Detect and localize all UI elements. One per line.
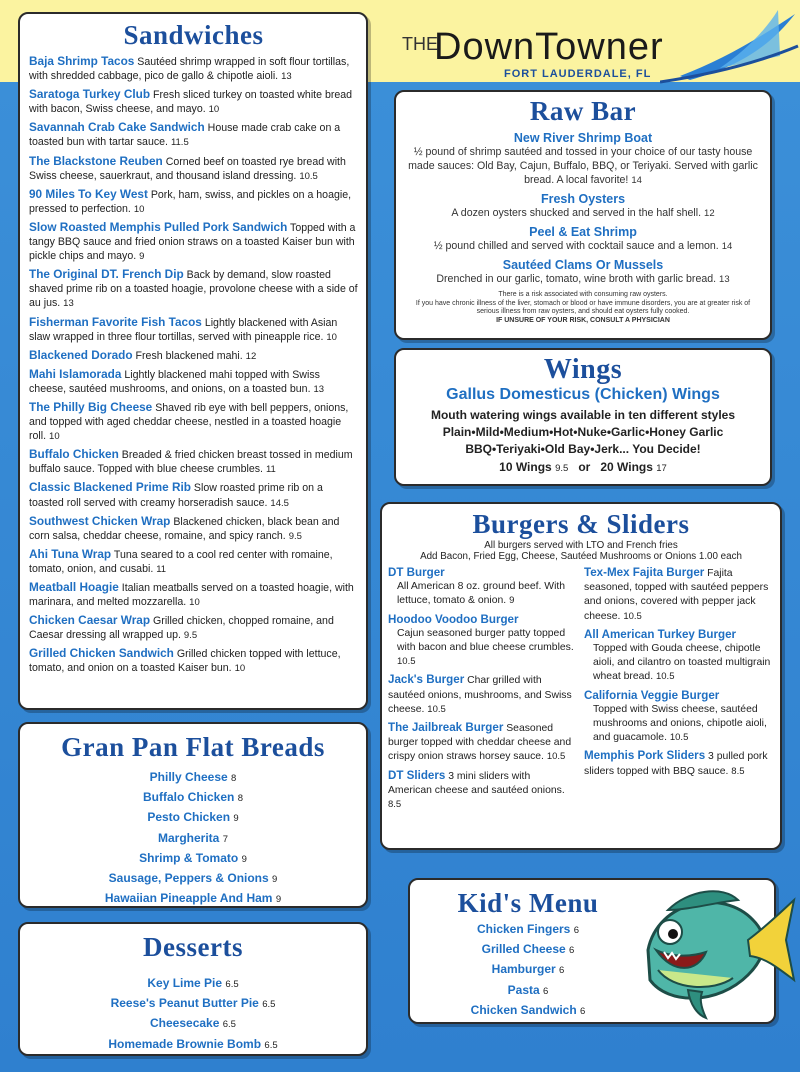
sandwich-item — [29, 367, 358, 397]
burger-desc-text: Fajita seasoned, topped with sautéed peppers and onions, covered with pepper jack cheese. — [584, 568, 769, 622]
dessert-price: 6.5 — [264, 1039, 278, 1051]
sandwiches-title: Sandwiches — [123, 20, 264, 50]
raw-item-name: New River Shrimp Boat — [513, 131, 653, 145]
raw-item-price: 14 — [721, 241, 733, 252]
dessert-name: Reese's Peanut Butter Pie — [110, 996, 259, 1011]
wings-panel — [394, 348, 772, 486]
raw-bar-panel — [394, 90, 772, 340]
sandwich-name: The Blackstone Reuben — [29, 153, 163, 168]
sandwich-price: 13 — [313, 383, 325, 395]
burger-desc-text: 3 mini sliders with American cheese and sautéed onions. — [388, 770, 565, 796]
burger-item — [388, 566, 576, 609]
flatbread-item — [28, 768, 358, 788]
kids-name: Grilled Cheese — [481, 942, 566, 957]
burger-desc — [388, 627, 576, 670]
sandwich-name: 90 Miles To Key West — [29, 186, 148, 201]
sandwich-price: 9 — [139, 251, 145, 263]
wings-styles-line2: BBQ•Teriyaki•Old Bay•Jerk... You Decide! — [465, 442, 701, 456]
kids-name: Hamburger — [491, 962, 556, 977]
sandwich-item — [29, 87, 358, 117]
logo-name: DownTowner — [434, 26, 664, 68]
kids-name: Chicken Fingers — [477, 922, 571, 936]
sandwich-item — [29, 120, 358, 150]
kids-item — [418, 960, 638, 980]
raw-warning-line1: There is a risk associated with consuming raw oysters. — [498, 291, 668, 298]
raw-item-text: ½ pound chilled and served with cocktail sauce and a lemon. — [433, 240, 719, 252]
sandwich-item — [29, 154, 358, 184]
dessert-price: 6.5 — [222, 1019, 236, 1031]
sandwich-price: 13 — [281, 71, 292, 83]
sandwich-desc: Blackened chicken, black bean and corn salsa, cheddar cheese, romaine, and spicy ranch. — [29, 515, 340, 542]
sandwich-price: 13 — [63, 298, 74, 310]
burger-item — [388, 769, 576, 813]
flatbread-price: 9 — [233, 813, 239, 825]
raw-item-text: Drenched in our garlic, tomato, wine broth with garlic bread. — [436, 273, 717, 285]
kids-price: 6 — [543, 985, 549, 997]
flatbread-item — [28, 869, 358, 889]
raw-bar-list — [406, 131, 760, 287]
flatbread-item — [28, 889, 358, 909]
sandwich-desc: Slow roasted prime rib on a toasted roll served with creamy horseradish sauce. — [29, 482, 323, 509]
logo-city: FORT LAUDERDALE, FL — [504, 68, 652, 80]
wings-subtitle: Gallus Domesticus (Chicken) Wings — [446, 386, 720, 403]
sandwich-price: 9.5 — [183, 630, 198, 642]
sandwich-name: The Philly Big Cheese — [29, 399, 153, 414]
flatbread-price: 9 — [275, 894, 282, 906]
sandwiches-panel — [18, 12, 368, 710]
sandwich-price: 9.5 — [288, 530, 302, 542]
burgers-panel — [380, 502, 782, 850]
flatbread-item — [28, 849, 358, 869]
sandwich-desc: House made crab cake on a toasted bun with tartar sauce. — [29, 122, 341, 149]
sandwich-desc: Breaded & fried chicken breast tossed in medium buffalo sauce. Topped with blue cheese crumbles. — [29, 449, 353, 476]
flatbread-name: Philly Cheese — [149, 770, 228, 784]
raw-item-desc — [406, 239, 760, 254]
dessert-name: Key Lime Pie — [147, 976, 223, 990]
burger-price: 8.5 — [388, 799, 402, 811]
burger-item — [584, 689, 774, 746]
raw-warning — [406, 291, 760, 325]
sandwich-name: Grilled Chicken Sandwich — [29, 646, 174, 661]
flatbread-price: 8 — [237, 793, 243, 805]
raw-item-name: Fresh Oysters — [540, 192, 626, 206]
sandwich-desc: Corned beef on toasted rye bread with Swiss cheese, sauerkraut, and thousand island dressing. — [29, 155, 346, 182]
wings-ten-price: 9.5 — [555, 463, 569, 474]
kids-name: Chicken Sandwich — [470, 1002, 577, 1017]
logo-the: THE — [402, 34, 438, 54]
flatbread-name: Pesto Chicken — [147, 810, 231, 825]
sandwich-name: Blackened Dorado — [29, 347, 133, 362]
raw-item-price: 13 — [719, 274, 730, 285]
kids-title: Kid's Menu — [457, 888, 599, 918]
flatbread-price: 7 — [222, 833, 228, 845]
wings-title: Wings — [543, 354, 623, 385]
burger-price: 10.5 — [655, 671, 675, 683]
burger-desc — [584, 642, 774, 685]
sandwich-price: 10 — [49, 431, 60, 443]
kids-item — [418, 1001, 638, 1021]
burger-price: 10.5 — [669, 732, 689, 744]
sandwich-price: 10 — [326, 331, 337, 343]
burger-item — [388, 613, 576, 670]
sandwich-item — [29, 267, 358, 311]
kids-price: 6 — [573, 925, 579, 936]
burger-desc-text: Topped with Gouda cheese, chipotle aioli, and cilantro on toasted multigrain wheat bread. — [593, 643, 771, 683]
flatbread-name: Margherita — [158, 830, 220, 845]
dessert-name: Cheesecake — [150, 1016, 220, 1031]
kids-item — [418, 981, 638, 1001]
sandwich-item — [29, 315, 358, 345]
sandwich-item — [29, 646, 358, 676]
dessert-item — [28, 994, 358, 1014]
wings-twenty-price: 17 — [656, 463, 667, 474]
flatbread-item — [28, 829, 358, 849]
burger-desc-text: Cajun seasoned burger patty topped with bacon and blue cheese crumbles. — [397, 627, 574, 654]
burger-name: Hoodoo Voodoo Burger — [388, 612, 519, 626]
sandwich-desc: Italian meatballs served on a toasted hoagie, with marinara, and melted mozzarella. — [29, 582, 354, 609]
kids-price: 6 — [559, 965, 565, 977]
sandwich-name: Slow Roasted Memphis Pulled Pork Sandwich — [29, 219, 288, 234]
sandwich-desc: Topped with a tangy BBQ sauce and fried onion straws on a toasted Kaiser bun with pickle chips and mayo. — [29, 221, 356, 263]
kids-item — [418, 920, 638, 940]
burger-price: 10.5 — [546, 751, 566, 763]
burger-name: DT Sliders — [388, 768, 446, 782]
sailboat-swoosh-icon — [660, 6, 800, 84]
sandwich-desc: Fresh sliced turkey on toasted white bread with bacon, Swiss cheese, and mayo. — [29, 89, 353, 116]
burgers-note1: All burgers served with LTO and French fries — [484, 540, 678, 551]
kids-name: Pasta — [507, 982, 540, 997]
sandwich-item — [29, 54, 358, 84]
raw-bar-title: Raw Bar — [529, 96, 637, 126]
flatbreads-list — [28, 768, 358, 909]
sandwich-price: 11.5 — [170, 137, 189, 149]
sandwich-item — [29, 580, 358, 610]
sandwich-price: 10 — [208, 104, 220, 116]
burger-name: California Veggie Burger — [584, 688, 720, 702]
sandwich-price: 11 — [156, 563, 167, 575]
burger-price: 8.5 — [731, 765, 745, 777]
sandwich-price: 14.5 — [270, 497, 289, 509]
raw-item-desc — [406, 206, 760, 221]
sandwich-price: 10 — [234, 663, 246, 675]
kids-list — [418, 920, 638, 1021]
sandwich-desc: Grilled chicken topped with lettuce, tomato, and onion on a toasted Kaiser bun. — [29, 648, 341, 675]
sandwich-price: 10 — [189, 597, 200, 609]
flatbread-price: 9 — [272, 874, 278, 886]
sandwich-price: 11 — [265, 464, 276, 476]
raw-item-desc — [406, 272, 760, 287]
desserts-title: Desserts — [143, 932, 243, 962]
sandwich-item — [29, 348, 358, 364]
burger-item — [388, 721, 576, 765]
sandwich-desc: Grilled chicken, chopped romaine, and Caesar dressing all wrapped up. — [29, 615, 334, 642]
wings-or: or — [578, 460, 591, 474]
burger-desc-text: Char grilled with sautéed onions, mushrooms, and Swiss cheese. — [388, 675, 572, 715]
sandwich-name: Southwest Chicken Wrap — [29, 513, 171, 528]
sandwich-name: Classic Blackened Prime Rib — [29, 480, 191, 495]
flatbread-price: 9 — [241, 853, 247, 865]
burger-desc — [388, 580, 576, 608]
sandwich-item — [29, 547, 358, 577]
desserts-panel — [18, 922, 368, 1056]
sandwich-item — [29, 613, 358, 643]
burgers-columns — [388, 566, 774, 816]
sandwich-desc: Shaved rib eye with bell peppers, onions, and topped with aged cheddar cheese, nestled in a toasted hoagie roll. — [29, 401, 349, 443]
sandwich-item — [29, 220, 358, 264]
sandwich-name: Buffalo Chicken — [29, 447, 119, 462]
dessert-price: 6.5 — [262, 999, 276, 1011]
sandwich-desc: Lightly blackened mahi topped with Swiss cheese, sautéed mushrooms, and onions, on a toasted bun. — [29, 368, 320, 395]
logo — [398, 6, 800, 84]
sandwich-name: Mahi Islamorada — [29, 366, 122, 381]
sandwich-name: Chicken Caesar Wrap — [29, 613, 151, 628]
sandwich-name: Baja Shrimp Tacos — [29, 54, 135, 68]
burger-name: DT Burger — [388, 566, 445, 579]
burger-item — [584, 628, 774, 685]
burger-desc-text: 3 pulled pork sliders topped with BBQ sauce. — [584, 751, 768, 777]
burger-desc — [584, 703, 774, 746]
burger-item — [584, 566, 774, 624]
burger-item — [584, 749, 774, 778]
burgers-title: Burgers & Sliders — [472, 509, 690, 539]
sandwich-price: 10 — [133, 203, 145, 215]
sandwich-name: Ahi Tuna Wrap — [29, 546, 112, 561]
burger-desc-text: Seasoned burger topped with cheddar cheese and crispy onion straws horsey sauce. — [388, 723, 572, 763]
raw-warning-line2: If you have chronic illness of the liver, stomach or blood or have immune disorders, you are at greater risk of serious illness from raw oysters, and should eat oysters fully cooked. — [415, 299, 751, 316]
wings-styles-line1: Plain•Mild•Medium•Hot•Nuke•Garlic•Honey Garlic — [442, 425, 724, 439]
raw-item-desc — [406, 145, 760, 188]
sandwich-name: Meatball Hoagie — [29, 580, 119, 594]
burger-price: 10.5 — [427, 703, 446, 715]
sandwich-name: The Original DT. French Dip — [29, 267, 184, 282]
raw-item-name: Sautéed Clams Or Mussels — [502, 258, 664, 272]
burger-price: 10.5 — [397, 656, 416, 668]
kids-price: 6 — [569, 945, 575, 957]
kids-price: 6 — [580, 1005, 586, 1017]
flatbread-name: Buffalo Chicken — [143, 790, 235, 805]
flatbreads-title: Gran Pan Flat Breads — [61, 732, 325, 762]
burgers-left-column — [388, 566, 576, 816]
wings-pricing — [404, 458, 762, 478]
sandwich-price: 10.5 — [299, 170, 318, 182]
burgers-right-column — [584, 566, 774, 816]
burger-name: Tex-Mex Fajita Burger — [584, 566, 705, 579]
flatbread-name: Shrimp & Tomato — [139, 850, 239, 865]
dessert-item — [28, 974, 358, 994]
burger-item — [388, 673, 576, 717]
kids-item — [418, 940, 638, 960]
sandwich-desc: Lightly blackened with Asian slaw wrapped in three flour tortillas, served with pineapple rice. — [29, 316, 338, 343]
flatbread-name: Sausage, Peppers & Onions — [108, 871, 269, 886]
dessert-item — [28, 1014, 358, 1034]
burger-name: All American Turkey Burger — [584, 627, 737, 641]
raw-warning-line3: IF UNSURE OF YOUR RISK, CONSULT A PHYSICIAN — [496, 316, 670, 324]
flatbread-item — [28, 788, 358, 808]
dessert-name: Homemade Brownie Bomb — [108, 1036, 262, 1051]
sandwiches-list — [29, 54, 358, 677]
dessert-item — [28, 1035, 358, 1055]
sandwich-desc: Back by demand, slow roasted shaved prime rib on a toasted hoagie, provolone cheese with a side of au jus. — [29, 269, 358, 310]
burger-price: 10.5 — [623, 610, 642, 622]
burger-name: Jack's Burger — [388, 673, 465, 687]
sandwich-desc: Tuna seared to a cool red center with romaine, tomato, onion, and cusabi. — [29, 548, 333, 575]
burger-name: The Jailbreak Burger — [388, 721, 504, 735]
raw-item-text: A dozen oysters shucked and served in the half shell. — [451, 207, 702, 219]
sandwich-item — [29, 400, 358, 444]
flatbread-name: Hawaiian Pineapple And Ham — [104, 891, 273, 906]
wings-ten-label: 10 Wings — [499, 460, 552, 474]
sandwich-desc: Sautéed shrimp wrapped in soft flour tortillas, with shredded cabbage, pico de gallo & chipotle aioli. — [29, 56, 350, 83]
sandwich-name: Savannah Crab Cake Sandwich — [29, 120, 205, 135]
raw-item-price: 12 — [704, 208, 715, 219]
burger-price: 9 — [509, 595, 515, 607]
sandwich-item — [29, 514, 358, 544]
raw-item-name: Peel & Eat Shrimp — [529, 225, 637, 239]
burger-name: Memphis Pork Sliders — [584, 749, 706, 763]
burgers-note2: Add Bacon, Fried Egg, Cheese, Sautéed Mushrooms or Onions 1.00 each — [420, 551, 742, 562]
burger-desc-text: All American 8 oz. ground beef. With lettuce, tomato & onion. — [397, 581, 566, 607]
burger-desc-text: Topped with Swiss cheese, sautéed mushrooms and onions, chipotle aioli, and guacamole. — [593, 703, 767, 744]
sandwich-desc: Pork, ham, swiss, and pickles on a hoagie, pressed to perfection. — [29, 188, 352, 215]
sandwich-item — [29, 480, 358, 510]
desserts-list — [28, 974, 358, 1055]
dessert-price: 6.5 — [225, 979, 239, 990]
wings-twenty-label: 20 Wings — [600, 460, 653, 474]
sandwich-desc: Fresh blackened mahi. — [135, 349, 243, 362]
raw-item-text: ½ pound of shrimp sautéed and tossed in your choice of our tasty house made sauces: Old Bay, Cajun, Buffalo, BBQ, or Teriyaki. Served with garlic bread. A local favorite! — [408, 146, 758, 186]
mahi-fish-mascot-icon — [628, 880, 796, 1030]
flatbread-item — [28, 808, 358, 828]
sandwich-name: Fisherman Favorite Fish Tacos — [29, 314, 202, 329]
sandwich-item — [29, 447, 358, 477]
sandwich-item — [29, 187, 358, 217]
sandwich-name: Saratoga Turkey Club — [29, 87, 151, 102]
sandwich-price: 12 — [245, 350, 257, 362]
flatbreads-panel — [18, 722, 368, 908]
flatbread-price: 8 — [231, 773, 237, 784]
wings-styles-intro: Mouth watering wings available in ten different styles — [430, 408, 736, 422]
raw-item-price: 14 — [631, 175, 642, 186]
